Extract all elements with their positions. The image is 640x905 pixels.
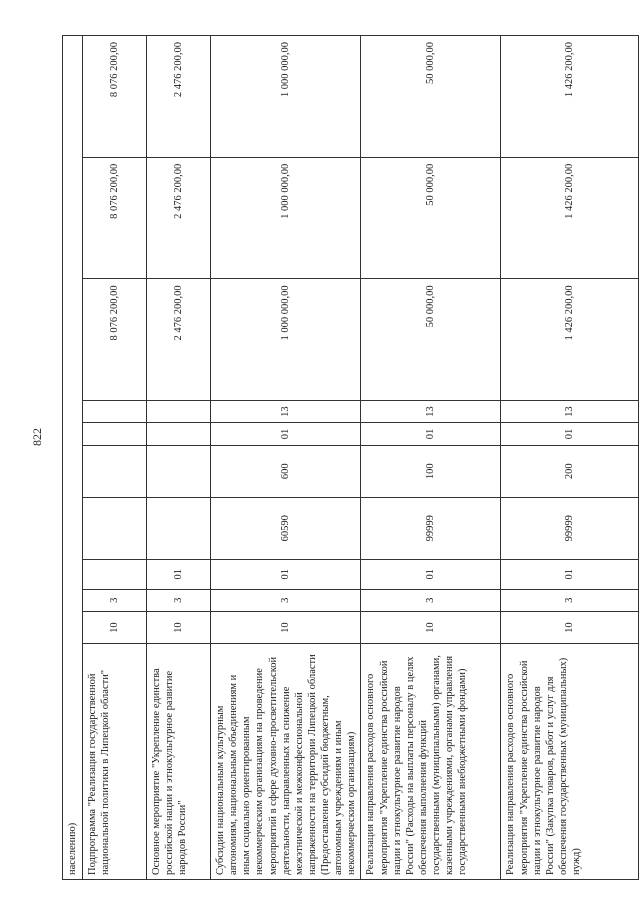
cell-c7 [83, 400, 147, 422]
cell-c6: 01 [361, 423, 501, 445]
cell-c7: 13 [501, 400, 639, 422]
cell-c6 [83, 423, 147, 445]
cell-v3: 2 476 200,00 [147, 36, 211, 158]
cell-v2: 50 000,00 [361, 157, 501, 279]
row-name: Реализация направления расходов основного мероприятия "Укрепление единства российской нации и этнокультурное развитие народов России" (Расходы на выплаты персоналу в целях обеспечения выполнения функций государственными (муниципальными) органами, казенными учреждениями, органами управления государственными внебюджетными фондами) [361, 644, 501, 880]
cell-v1: 50 000,00 [361, 279, 501, 401]
cell-c4: 99999 [501, 497, 639, 559]
table-row [147, 36, 211, 880]
cell-v3: 1 426 200,00 [501, 36, 639, 158]
cell-c4 [147, 497, 211, 559]
cell-c2: 3 [147, 589, 211, 611]
table-row [83, 36, 147, 880]
rotated-table-container [62, 35, 602, 880]
cell-v3: 1 000 000,00 [211, 36, 361, 158]
cell-c1: 10 [83, 611, 147, 643]
cell-c7: 13 [211, 400, 361, 422]
page-number: 822 [30, 428, 44, 446]
cell-c4: 99999 [361, 497, 501, 559]
cell-c2: 3 [501, 589, 639, 611]
budget-table [62, 35, 639, 880]
row-name: Подпрограмма "Реализация государственной национальной политики в Липецкой области" [83, 644, 147, 880]
cell-c5 [147, 445, 211, 497]
cell-c3: 01 [211, 559, 361, 589]
cell-c2: 3 [361, 589, 501, 611]
cell-c5 [83, 445, 147, 497]
cell-c6: 01 [211, 423, 361, 445]
continued-text: населению) [63, 36, 83, 880]
row-name: Основное мероприятие "Укрепление единства российской нации и этнокультурное развитие народов России" [147, 644, 211, 880]
cell-c5: 200 [501, 445, 639, 497]
cell-v3: 8 076 200,00 [83, 36, 147, 158]
table-row [501, 36, 639, 880]
cell-c4 [83, 497, 147, 559]
cell-c1: 10 [501, 611, 639, 643]
table-row-continuation [63, 36, 83, 880]
table-row [211, 36, 361, 880]
cell-c5: 100 [361, 445, 501, 497]
cell-v1: 8 076 200,00 [83, 279, 147, 401]
row-name: Реализация направления расходов основного мероприятия "Укрепление единства российской нации и этнокультурное развитие народов России" (Закупка товаров, работ и услуг для обеспечения государственных (муниципальных) нужд) [501, 644, 639, 880]
cell-c2: 3 [83, 589, 147, 611]
cell-v1: 2 476 200,00 [147, 279, 211, 401]
cell-c4: 60590 [211, 497, 361, 559]
row-name: Субсидии национальным культурным автономиям, национальным объединениям и иным социально ориентированным некоммерческим организациям на проведение мероприятий в сфере духовно-просветительской деятельности, направленных на снижение межэтнической и межконфессиональной напряженности на территории Липецкой области (Предоставление субсидий бюджетным, автономным учреждениям и иным некоммерческим организациям) [211, 644, 361, 880]
cell-c5: 600 [211, 445, 361, 497]
table-row [361, 36, 501, 880]
cell-c3: 01 [361, 559, 501, 589]
cell-v2: 2 476 200,00 [147, 157, 211, 279]
cell-v3: 50 000,00 [361, 36, 501, 158]
cell-c1: 10 [211, 611, 361, 643]
cell-v2: 1 426 200,00 [501, 157, 639, 279]
cell-c3: 01 [147, 559, 211, 589]
cell-c7 [147, 400, 211, 422]
cell-c6: 01 [501, 423, 639, 445]
cell-v2: 1 000 000,00 [211, 157, 361, 279]
cell-c1: 10 [361, 611, 501, 643]
cell-c3 [83, 559, 147, 589]
cell-v1: 1 426 200,00 [501, 279, 639, 401]
cell-v2: 8 076 200,00 [83, 157, 147, 279]
cell-c3: 01 [501, 559, 639, 589]
cell-c6 [147, 423, 211, 445]
cell-c2: 3 [211, 589, 361, 611]
cell-v1: 1 000 000,00 [211, 279, 361, 401]
cell-c1: 10 [147, 611, 211, 643]
cell-c7: 13 [361, 400, 501, 422]
